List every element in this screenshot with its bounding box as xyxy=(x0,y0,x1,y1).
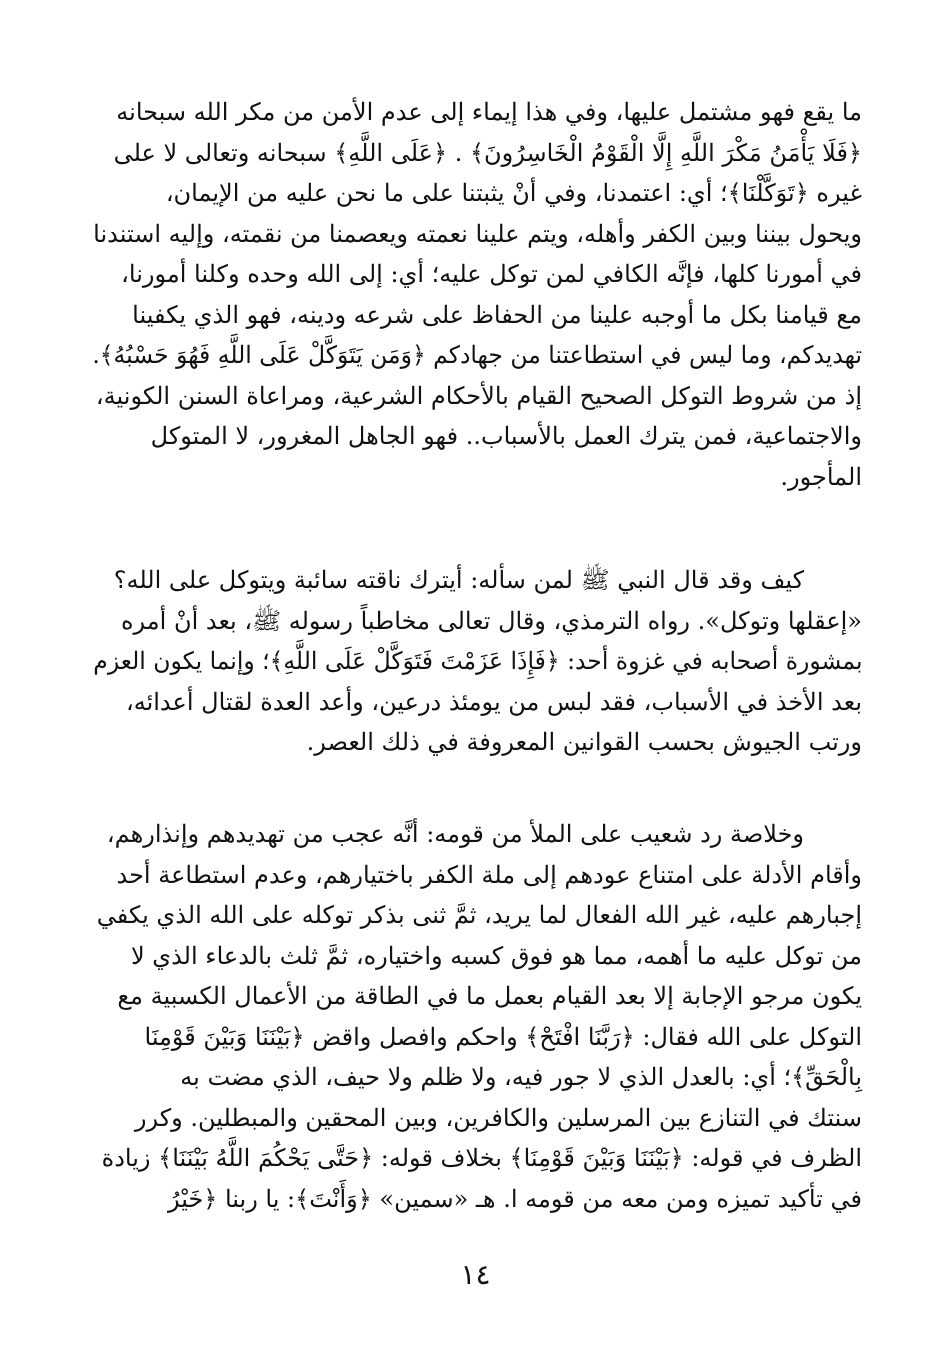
text-line: إجبارهم عليه، غير الله الفعال لما يريد، ثمَّ ثنى بذكر توكله على الله الذي يكفي xyxy=(96,901,862,929)
text-line: في أمورنا كلها، فإنَّه الكافي لمن توكل عليه؛ أي: إلى الله وحده وكلنا أمورنا، xyxy=(121,260,862,288)
text-line: ورتب الجيوش بحسب القوانين المعروفة في ذلك العصر. xyxy=(306,728,862,756)
paragraph-3 xyxy=(92,814,862,1219)
text-line: من توكل عليه ما أهمه، مما هو فوق كسبه واختياره، ثمَّ ثلث بالدعاء الذي لا xyxy=(130,941,862,970)
text-line: مع قيامنا بكل ما أوجبه علينا من الحفاظ على شرعه ودينه، فهو الذي يكفينا xyxy=(132,300,862,329)
text-line: ﴿فَلَا يَأْمَنُ مَكْرَ اللَّهِ إِلَّا الْقَوْمُ الْخَاسِرُونَ﴾ . ﴿عَلَى اللَّهِ﴾ سبحانه وتعالى لا على xyxy=(113,138,862,167)
text-line: تهديدكم، وما ليس في استطاعتنا من جهادكم ﴿وَمَن يَتَوَكَّلْ عَلَى اللَّهِ فَهُوَ حَسْبُهُ﴾. xyxy=(92,341,862,369)
text-line: التوكل على الله فقال: ﴿رَبَّنَا افْتَحْ﴾ واحكم وافصل واقض ﴿بَيْنَنَا وَبَيْنَ قَوْمِنَا xyxy=(144,1022,862,1051)
text-line: بِالْحَقِّ﴾؛ أي: بالعدل الذي لا جور فيه، ولا ظلم ولا حيف، الذي مضت به xyxy=(180,1063,862,1091)
text-line: «إعقلها وتوكل». رواه الترمذي، وقال تعالى مخاطباً رسوله ﷺ، بعد أنْ أمره xyxy=(120,606,862,635)
text-line: سنتك في التنازع بين المرسلين والكافرين، وبين المحقين والمبطلين. وكرر xyxy=(134,1103,862,1132)
text-line: والاجتماعية، فمن يترك العمل بالأسباب.. فهو الجاهل المغرور، لا المتوكل xyxy=(150,422,862,450)
text-line: ويحول بيننا وبين الكفر وأهله، ويتم علينا نعمته ويعصمنا من نقمته، وإليه استندنا xyxy=(93,219,862,248)
text-line: غيره ﴿تَوَكَّلْنَا﴾؛ أي: اعتمدنا، وفي أنْ يثبتنا على ما نحن عليه من الإيمان، xyxy=(165,179,862,207)
paragraph-2 xyxy=(92,560,862,763)
text-line: بمشورة أصحابه في غزوة أحد: ﴿فَإِذَا عَزَمْتَ فَتَوَكَّلْ عَلَى اللَّهِ﴾؛ وإنما يكون العزم xyxy=(92,647,862,675)
text-line: وخلاصة رد شعيب على الملأ من قومه: أنَّه عجب من تهديدهم وإنذارهم، xyxy=(106,820,804,848)
text-line: وأقام الأدلة على امتناع عودهم إلى ملة الكفر باختيارهم، وعدم استطاعة أحد xyxy=(116,860,862,889)
text-line: يكون مرجو الإجابة إلا بعد القيام بعمل ما في الطاقة من الأعمال الكسبية مع xyxy=(117,982,862,1010)
text-line: المأجور. xyxy=(780,462,862,491)
text-line: الظرف في قوله: ﴿بَيْنَنَا وَبَيْنَ قَوْمِنَا﴾ بخلاف قوله: ﴿حَتَّى يَحْكُمَ اللَّهُ بَيْنَنَا﴾ زيادة xyxy=(101,1144,862,1172)
page-number: ١٤ xyxy=(460,1258,491,1291)
text-line: بعد الأخذ في الأسباب، فقد لبس من يومئذ درعين، وأعد العدة لقتال أعدائه، xyxy=(125,687,862,716)
text-line: ما يقع فهو مشتمل عليها، وفي هذا إيماء إلى عدم الأمن من مكر الله سبحانه xyxy=(116,98,862,126)
text-line: كيف وقد قال النبي ﷺ لمن سأله: أيترك ناقته سائبة ويتوكل على الله؟ xyxy=(113,566,804,594)
text-line: إذ من شروط التوكل الصحيح القيام بالأحكام الشرعية، ومراعاة السنن الكونية، xyxy=(95,381,862,410)
paragraph-1 xyxy=(92,92,862,497)
text-line: في تأكيد تميزه ومن معه من قومه ا. هـ «سمين» ﴿وَأَنْتَ﴾: يا ربنا ﴿خَيْرُ xyxy=(167,1184,862,1213)
